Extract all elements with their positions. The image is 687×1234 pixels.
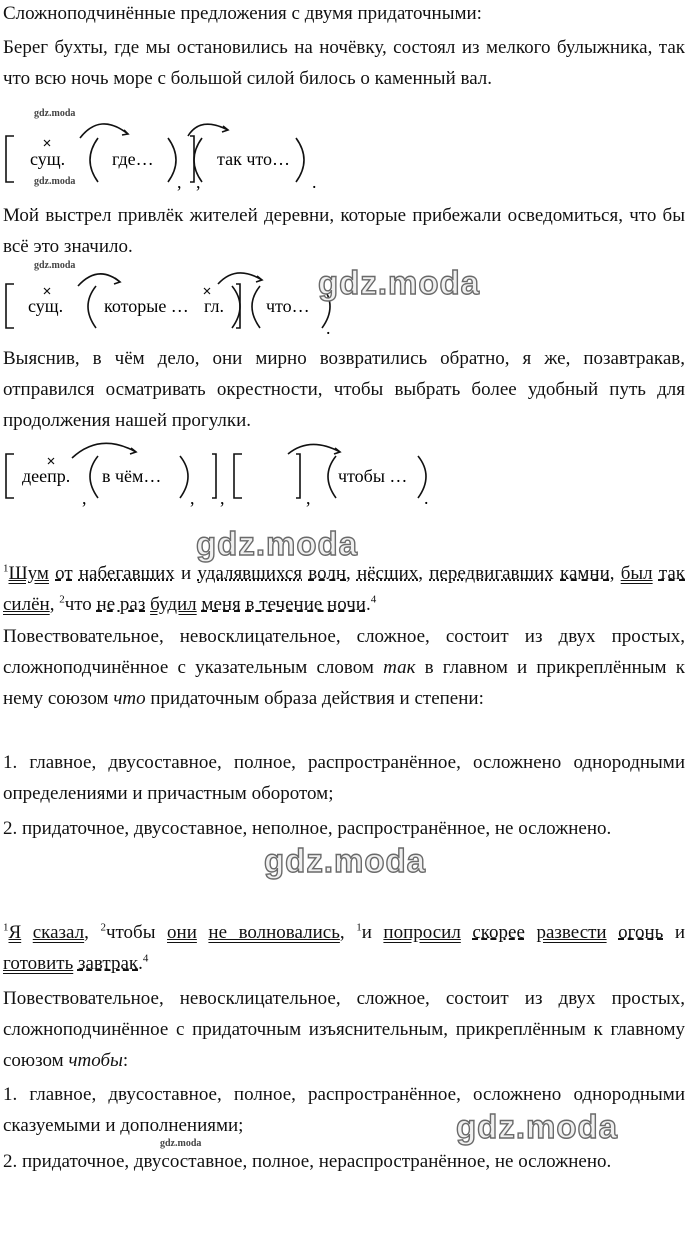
- scheme-2-what: что…: [266, 296, 310, 316]
- scheme-3-gerund: деепр.: [22, 466, 71, 486]
- scheme-1-svg: [0, 120, 687, 200]
- svg-text:,: ,: [177, 172, 182, 192]
- svg-text:.: .: [424, 488, 429, 508]
- description-2: Повествовательное, невосклицательное, сложное, состоит из двух простых, сложноподчинённое с придаточным изъяснительным, прикреплённым к главному союзом чтобы:: [3, 988, 685, 1071]
- svg-text:,: ,: [190, 488, 195, 508]
- scheme-3-svg: [0, 440, 687, 510]
- watermark-small: gdz.moda: [160, 1138, 202, 1149]
- scheme-2: [0, 260, 687, 340]
- scheme-3-inwhat: в чём…: [102, 466, 162, 486]
- svg-text:,: ,: [196, 172, 201, 192]
- list-item-3: 1. главное, двусоставное, полное, распространённое, осложнено однородными сказуемыми и дополнениями;: [3, 1084, 685, 1136]
- scheme-2-which: которые …: [104, 296, 189, 316]
- scheme-3: [0, 440, 687, 510]
- scheme-1: [0, 108, 687, 200]
- scheme-2-verb: гл.: [204, 296, 224, 316]
- description-1: Повествовательное, невосклицательное, сложное, состоит из двух простых, сложноподчинённое с указательным словом так в главном и прикреплённым к нему союзом что придаточным образа действия и степени:: [3, 626, 685, 709]
- svg-text:,: ,: [82, 488, 87, 508]
- scheme-3-inorder: чтобы …: [338, 466, 408, 486]
- scheme-1-where: где…: [112, 149, 154, 169]
- svg-text:.: .: [326, 318, 331, 338]
- svg-text:,: ,: [306, 488, 311, 508]
- heading: Сложноподчинённые предложения с двумя придаточными:: [3, 3, 482, 24]
- watermark-small: gdz.moda: [34, 260, 76, 271]
- list-item-2: 2. придаточное, двусоставное, неполное, распространённое, не осложнено.: [3, 818, 612, 839]
- scheme-1-noun: сущ.: [30, 149, 66, 169]
- watermark-small: gdz.moda: [34, 176, 76, 187]
- svg-text:.: .: [312, 172, 317, 192]
- sentence-2: Мой выстрел привлёк жителей деревни, которые прибежали осведомиться, что бы всё это значило.: [3, 205, 685, 257]
- svg-text:,: ,: [220, 488, 225, 508]
- analyzed-sentence-1: $^1$Шум от набегавших и удалявшихся волн, нёсших, передвигавших камни, был так силён, $^2$что не раз будил меня в течение ночи.$^4$: [3, 562, 686, 615]
- scheme-1-sothat: так что…: [217, 149, 291, 169]
- list-item-4: 2. придаточное, двусоставное, полное, нераспространённое, не осложнено.: [3, 1151, 612, 1172]
- list-item-1: 1. главное, двусоставное, полное, распространённое, осложнено однородными определениями и причастным оборотом;: [3, 752, 685, 804]
- watermark-small: gdz.moda: [34, 108, 76, 119]
- scheme-2-noun: сущ.: [28, 296, 64, 316]
- watermark-big: gdz.moda: [318, 264, 480, 301]
- sentence-3: Выяснив, в чём дело, они мирно возвратились обратно, я же, позавтракав, отправился осматривать окрестности, чтобы выбрать более удобный путь для продолжения нашей прогулки.: [3, 348, 685, 431]
- watermark-big: gdz.moda: [196, 525, 358, 562]
- analyzed-sentence-2: $^1$Я сказал, $^2$чтобы они не волновались, $^1$и попросил скорее развести огонь и готовить завтрак.$^4$: [3, 921, 686, 974]
- watermark-big: gdz.moda: [264, 842, 426, 879]
- watermark-big: gdz.moda: [456, 1108, 618, 1145]
- sentence-1: Берег бухты, где мы остановились на ночёвку, состоял из мелкого булыжника, так что всю ночь море с большой силой билось о каменный вал.: [3, 37, 685, 89]
